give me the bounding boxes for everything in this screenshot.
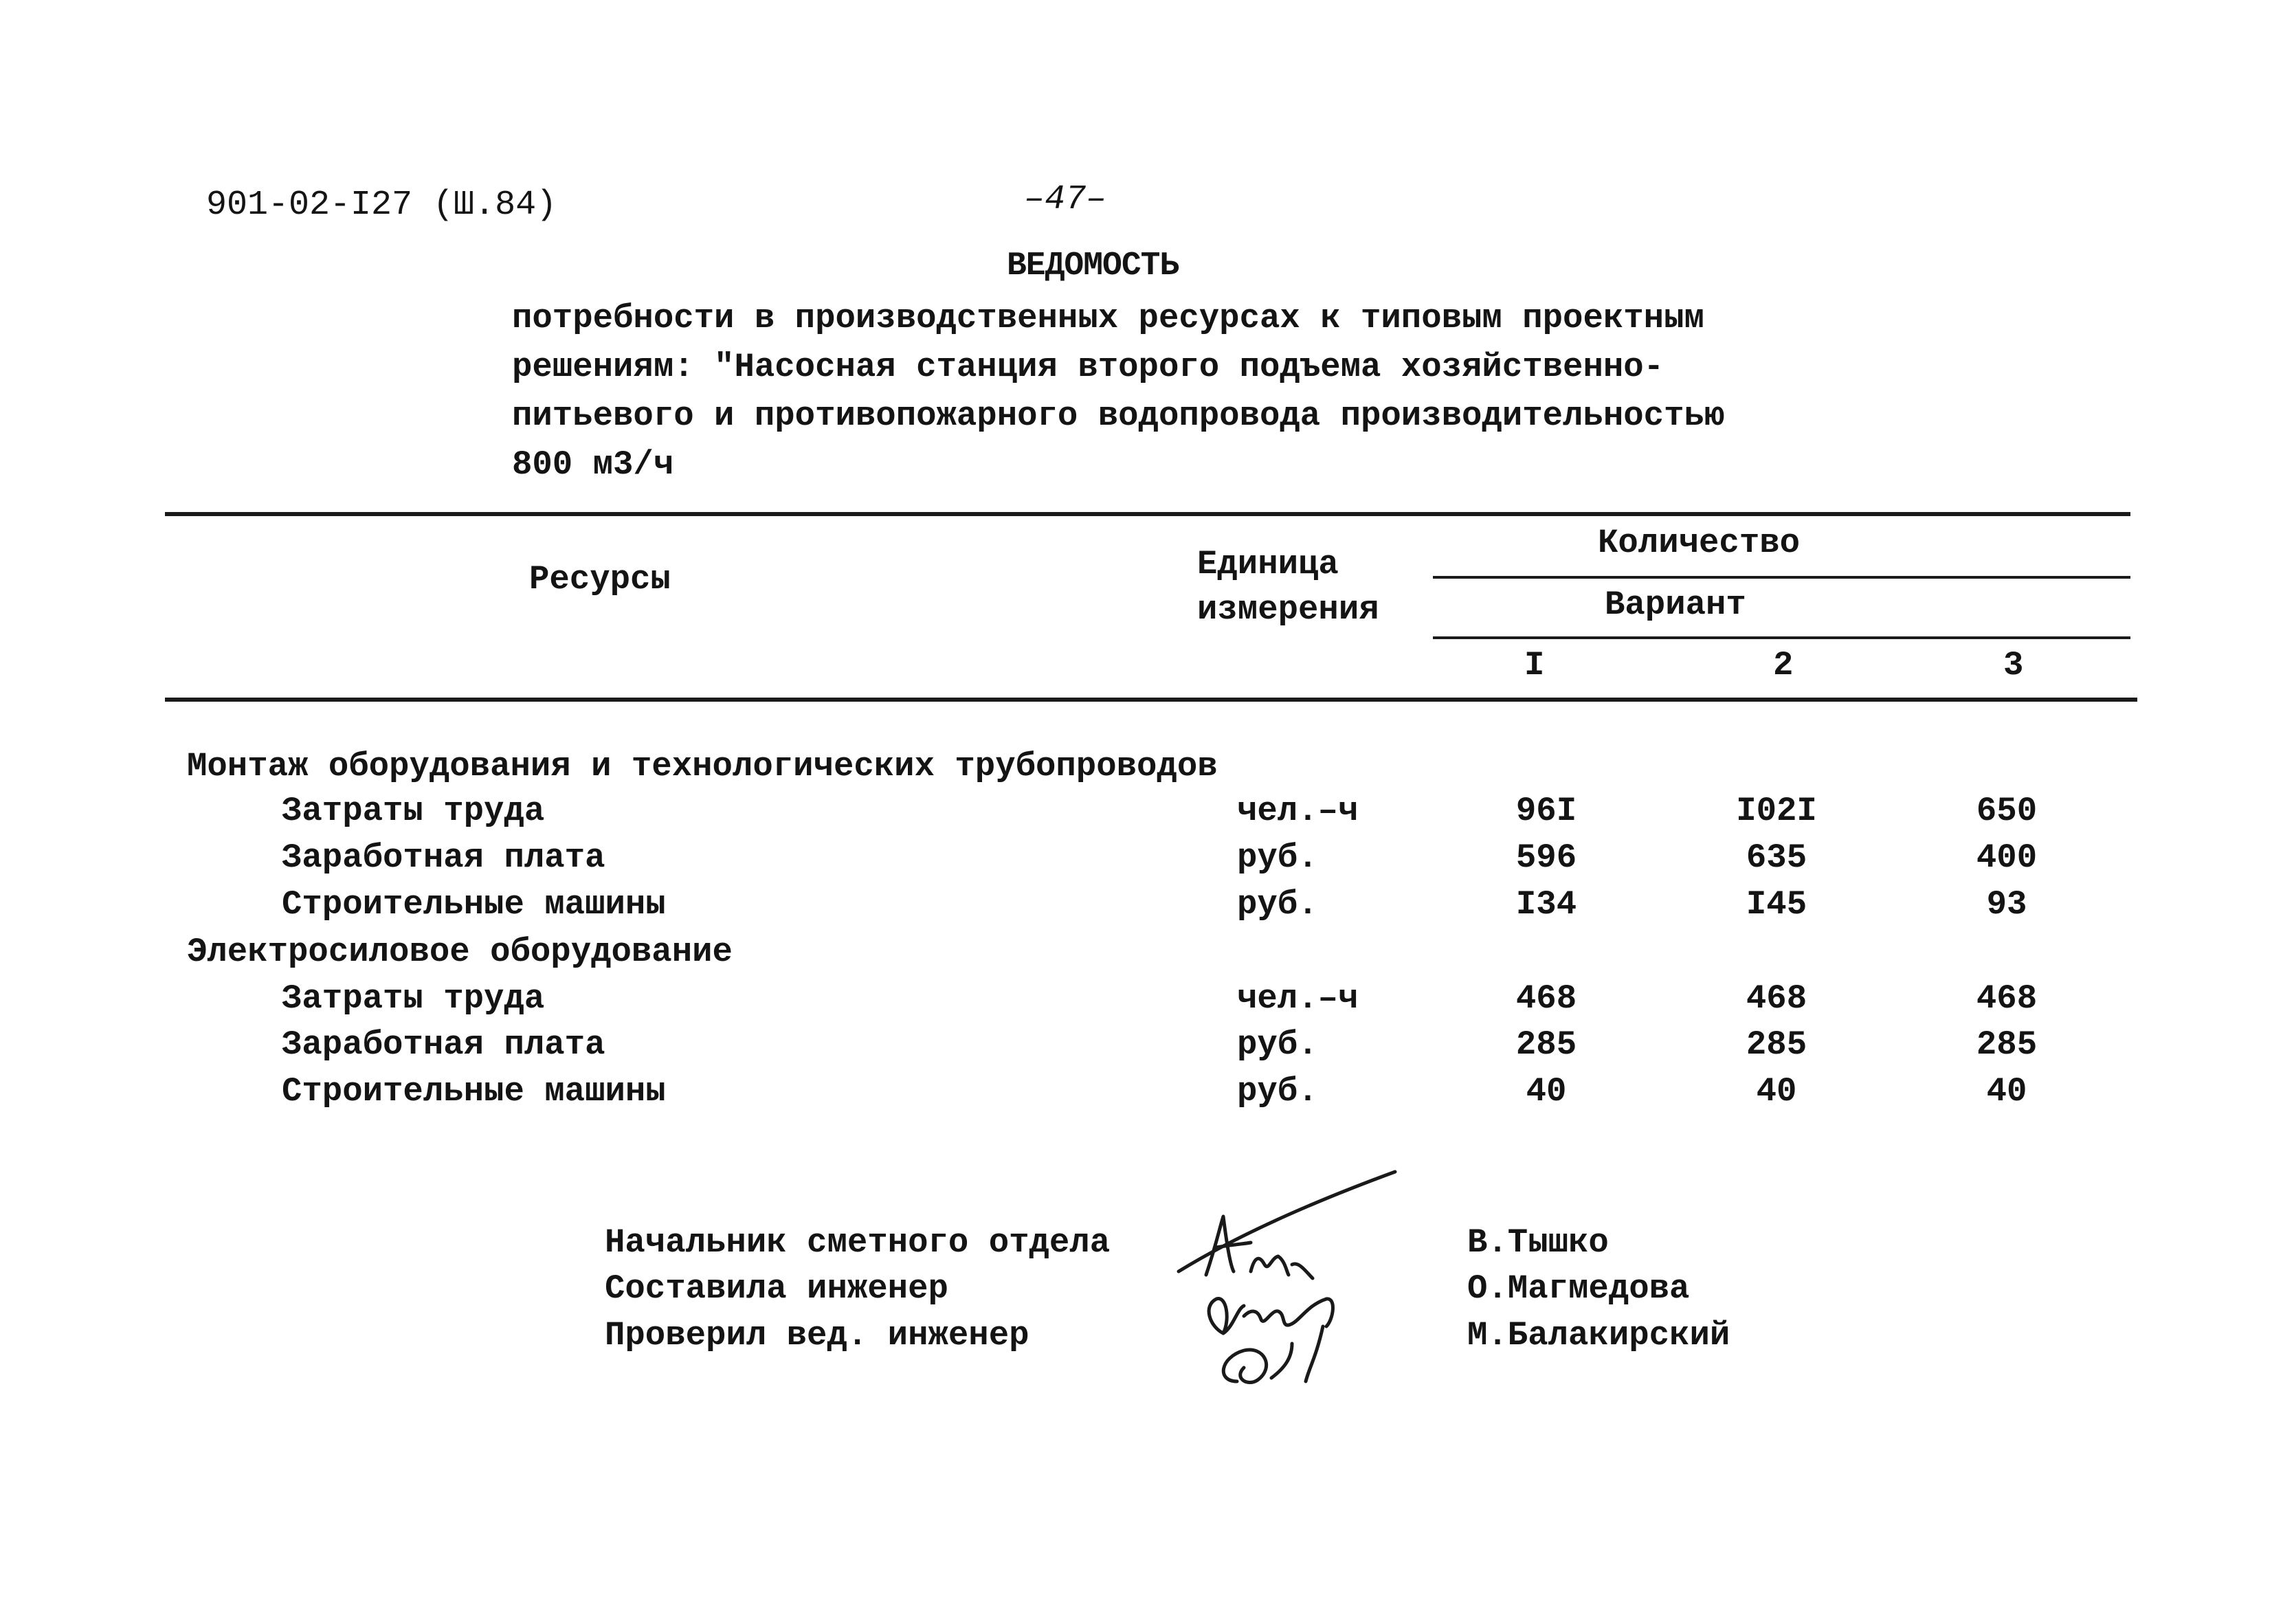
value-variant-2: 40 (1756, 1072, 1797, 1111)
signature-role: Составила инженер (605, 1269, 948, 1308)
resource-label: Заработная плата (282, 838, 605, 877)
column-header-unit (1197, 542, 1379, 632)
column-header-variant: Вариант (1605, 586, 1746, 624)
table-top-rule (165, 512, 2130, 516)
value-variant-1: 596 (1515, 838, 1577, 877)
table-row (0, 838, 2272, 885)
table-row (0, 1072, 2272, 1119)
column-header-resources: Ресурсы (529, 560, 671, 599)
column-header-unit-line: Единица (1197, 545, 1339, 583)
value-variant-1: 96I (1515, 792, 1577, 830)
subtitle-line: потребности в производственных ресурсах к типовым проектным (512, 299, 1704, 337)
resource-section-label: Монтаж оборудования и технологических трубопроводов (187, 747, 1218, 786)
resource-label: Строительные машины (282, 1072, 666, 1111)
column-header-variant-2: 2 (1773, 646, 1794, 685)
signature-name: В.Тышко (1467, 1223, 1609, 1262)
signature-role: Проверил вед. инженер (605, 1316, 1029, 1355)
value-variant-3: 93 (1986, 885, 2027, 924)
unit-cell: руб. (1237, 1072, 1318, 1111)
subtitle-line: 800 м3/ч (512, 445, 674, 484)
unit-cell: чел.–ч (1237, 979, 1359, 1018)
table-row-section (0, 933, 2272, 979)
value-variant-3: 400 (1976, 838, 2038, 877)
table-row (0, 792, 2272, 838)
document-title: ВЕДОМОСТЬ (1007, 247, 1179, 285)
value-variant-2: I02I (1736, 792, 1817, 830)
column-header-variant-1: I (1524, 646, 1545, 685)
value-variant-3: 468 (1976, 979, 2038, 1018)
table-header-bottom-rule (165, 698, 2137, 702)
table-row (0, 1025, 2272, 1072)
value-variant-2: I45 (1746, 885, 1807, 924)
table-row (0, 885, 2272, 932)
resource-label: Заработная плата (282, 1025, 605, 1064)
unit-cell: руб. (1237, 1025, 1318, 1064)
value-variant-2: 468 (1746, 979, 1807, 1018)
resource-section-label: Электросиловое оборудование (187, 933, 733, 971)
subtitle-line: питьевого и противопожарного водопровода производительностью (512, 397, 1725, 435)
unit-cell: руб. (1237, 838, 1318, 877)
quantity-divider-rule (1433, 576, 2130, 579)
signature-role: Начальник сметного отдела (605, 1223, 1111, 1262)
value-variant-1: 40 (1526, 1072, 1567, 1111)
column-header-unit-line: измерения (1197, 590, 1379, 629)
unit-cell: чел.–ч (1237, 792, 1359, 830)
subtitle-line: решениям: "Насосная станция второго подъема хозяйственно- (512, 348, 1664, 386)
unit-cell: руб. (1237, 885, 1318, 924)
page-number: –47– (1024, 180, 1107, 219)
value-variant-3: 40 (1986, 1072, 2027, 1111)
signature-name: М.Балакирский (1467, 1316, 1730, 1355)
column-header-variant-3: 3 (2003, 646, 2024, 685)
value-variant-1: I34 (1515, 885, 1577, 924)
value-variant-1: 468 (1515, 979, 1577, 1018)
variant-divider-rule (1433, 636, 2130, 639)
resource-label: Затраты труда (282, 979, 545, 1018)
table-row-section (0, 747, 2272, 794)
value-variant-2: 285 (1746, 1025, 1807, 1064)
handwritten-signatures (1168, 1161, 1409, 1395)
value-variant-1: 285 (1515, 1025, 1577, 1064)
value-variant-2: 635 (1746, 838, 1807, 877)
value-variant-3: 650 (1976, 792, 2038, 830)
document-code: 901-02-I27 (Ш.84) (206, 186, 557, 225)
signature-name: О.Магмедова (1467, 1269, 1690, 1308)
column-header-quantity: Количество (1598, 524, 1801, 562)
table-row (0, 979, 2272, 1026)
resource-label: Строительные машины (282, 885, 666, 924)
resource-label: Затраты труда (282, 792, 545, 830)
document-subtitle (512, 294, 1724, 489)
value-variant-3: 285 (1976, 1025, 2038, 1064)
